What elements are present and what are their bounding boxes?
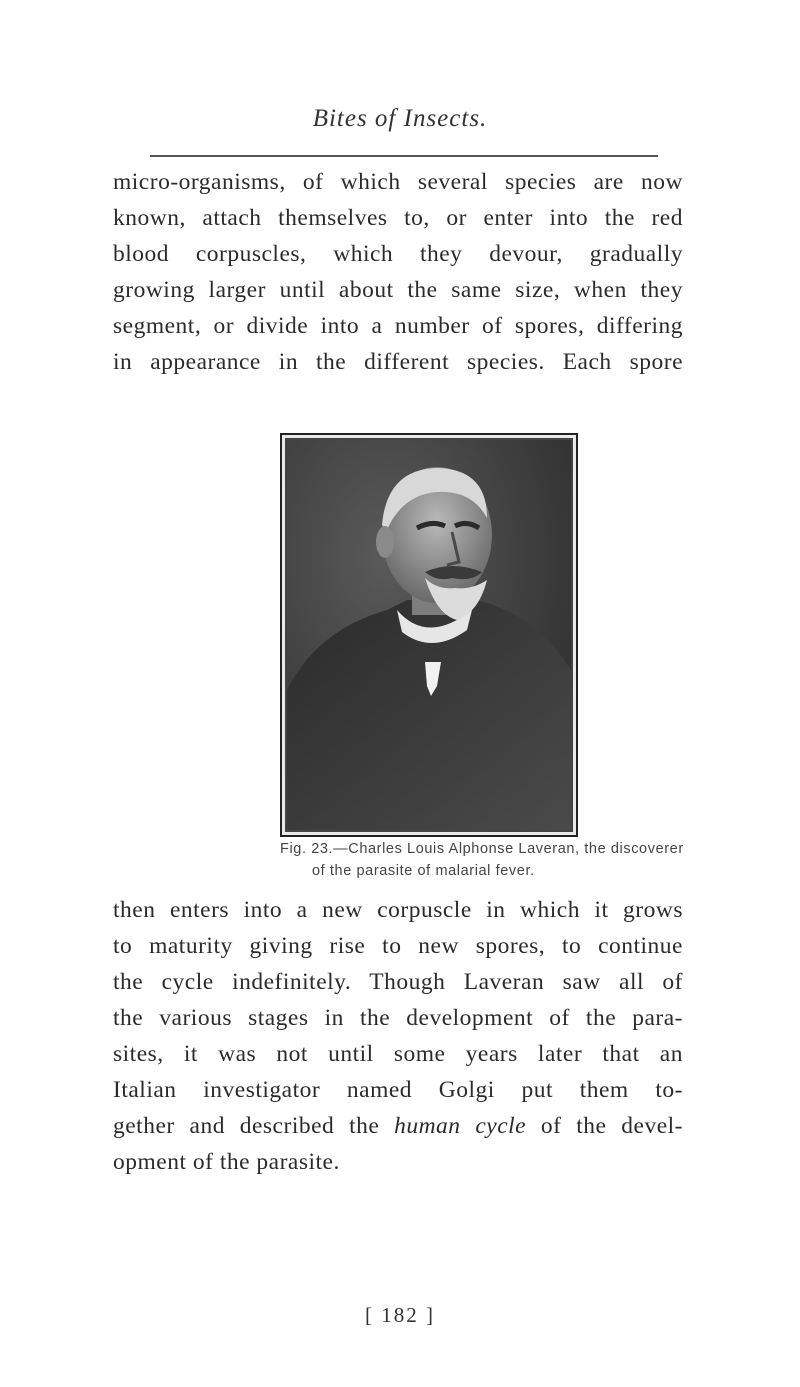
caption-line: Fig. 23.—Charles Louis Alphonse Laveran, the discoverer [280,841,684,857]
header-rule [150,155,658,157]
text-line: opment of the parasite. [113,1149,340,1175]
text-line: known, attach themselves to, or enter into the red [113,205,683,231]
text-line [113,1108,683,1144]
caption-line: of the parasite of malarial fever. [312,863,535,879]
portrait-illustration [287,440,571,830]
text-line: then enters into a new corpuscle in which it grows [113,897,683,923]
text-line: sites, it was not until some years later that an [113,1041,683,1067]
page-number: [ 182 ] [365,1303,435,1327]
figure-caption [280,838,760,882]
text-line: growing larger until about the same size, when they [113,277,683,303]
text-line: Italian investigator named Golgi put them to- [113,1077,683,1103]
text-line: micro-organisms, of which several species are now [113,169,683,195]
text-run: gether and described the [113,1113,395,1139]
paragraph-2 [113,892,683,1180]
text-line: blood corpuscles, which they devour, gradually [113,241,683,267]
text-line: the cycle indefinitely. Though Laveran saw all of [113,969,683,995]
running-head: Bites of Insects. [312,105,488,132]
text-line: segment, or divide into a number of spores, differing [113,313,683,339]
text-line: the various stages in the development of the para- [113,1005,683,1031]
text-line: to maturity giving rise to new spores, to continue [113,933,683,959]
italic-phrase: human cycle [394,1113,527,1139]
portrait-photo [280,433,578,837]
text-run: of the devel- [526,1113,683,1139]
text-line: in appearance in the different species. Each spore [113,349,683,375]
paragraph-1 [113,164,683,380]
